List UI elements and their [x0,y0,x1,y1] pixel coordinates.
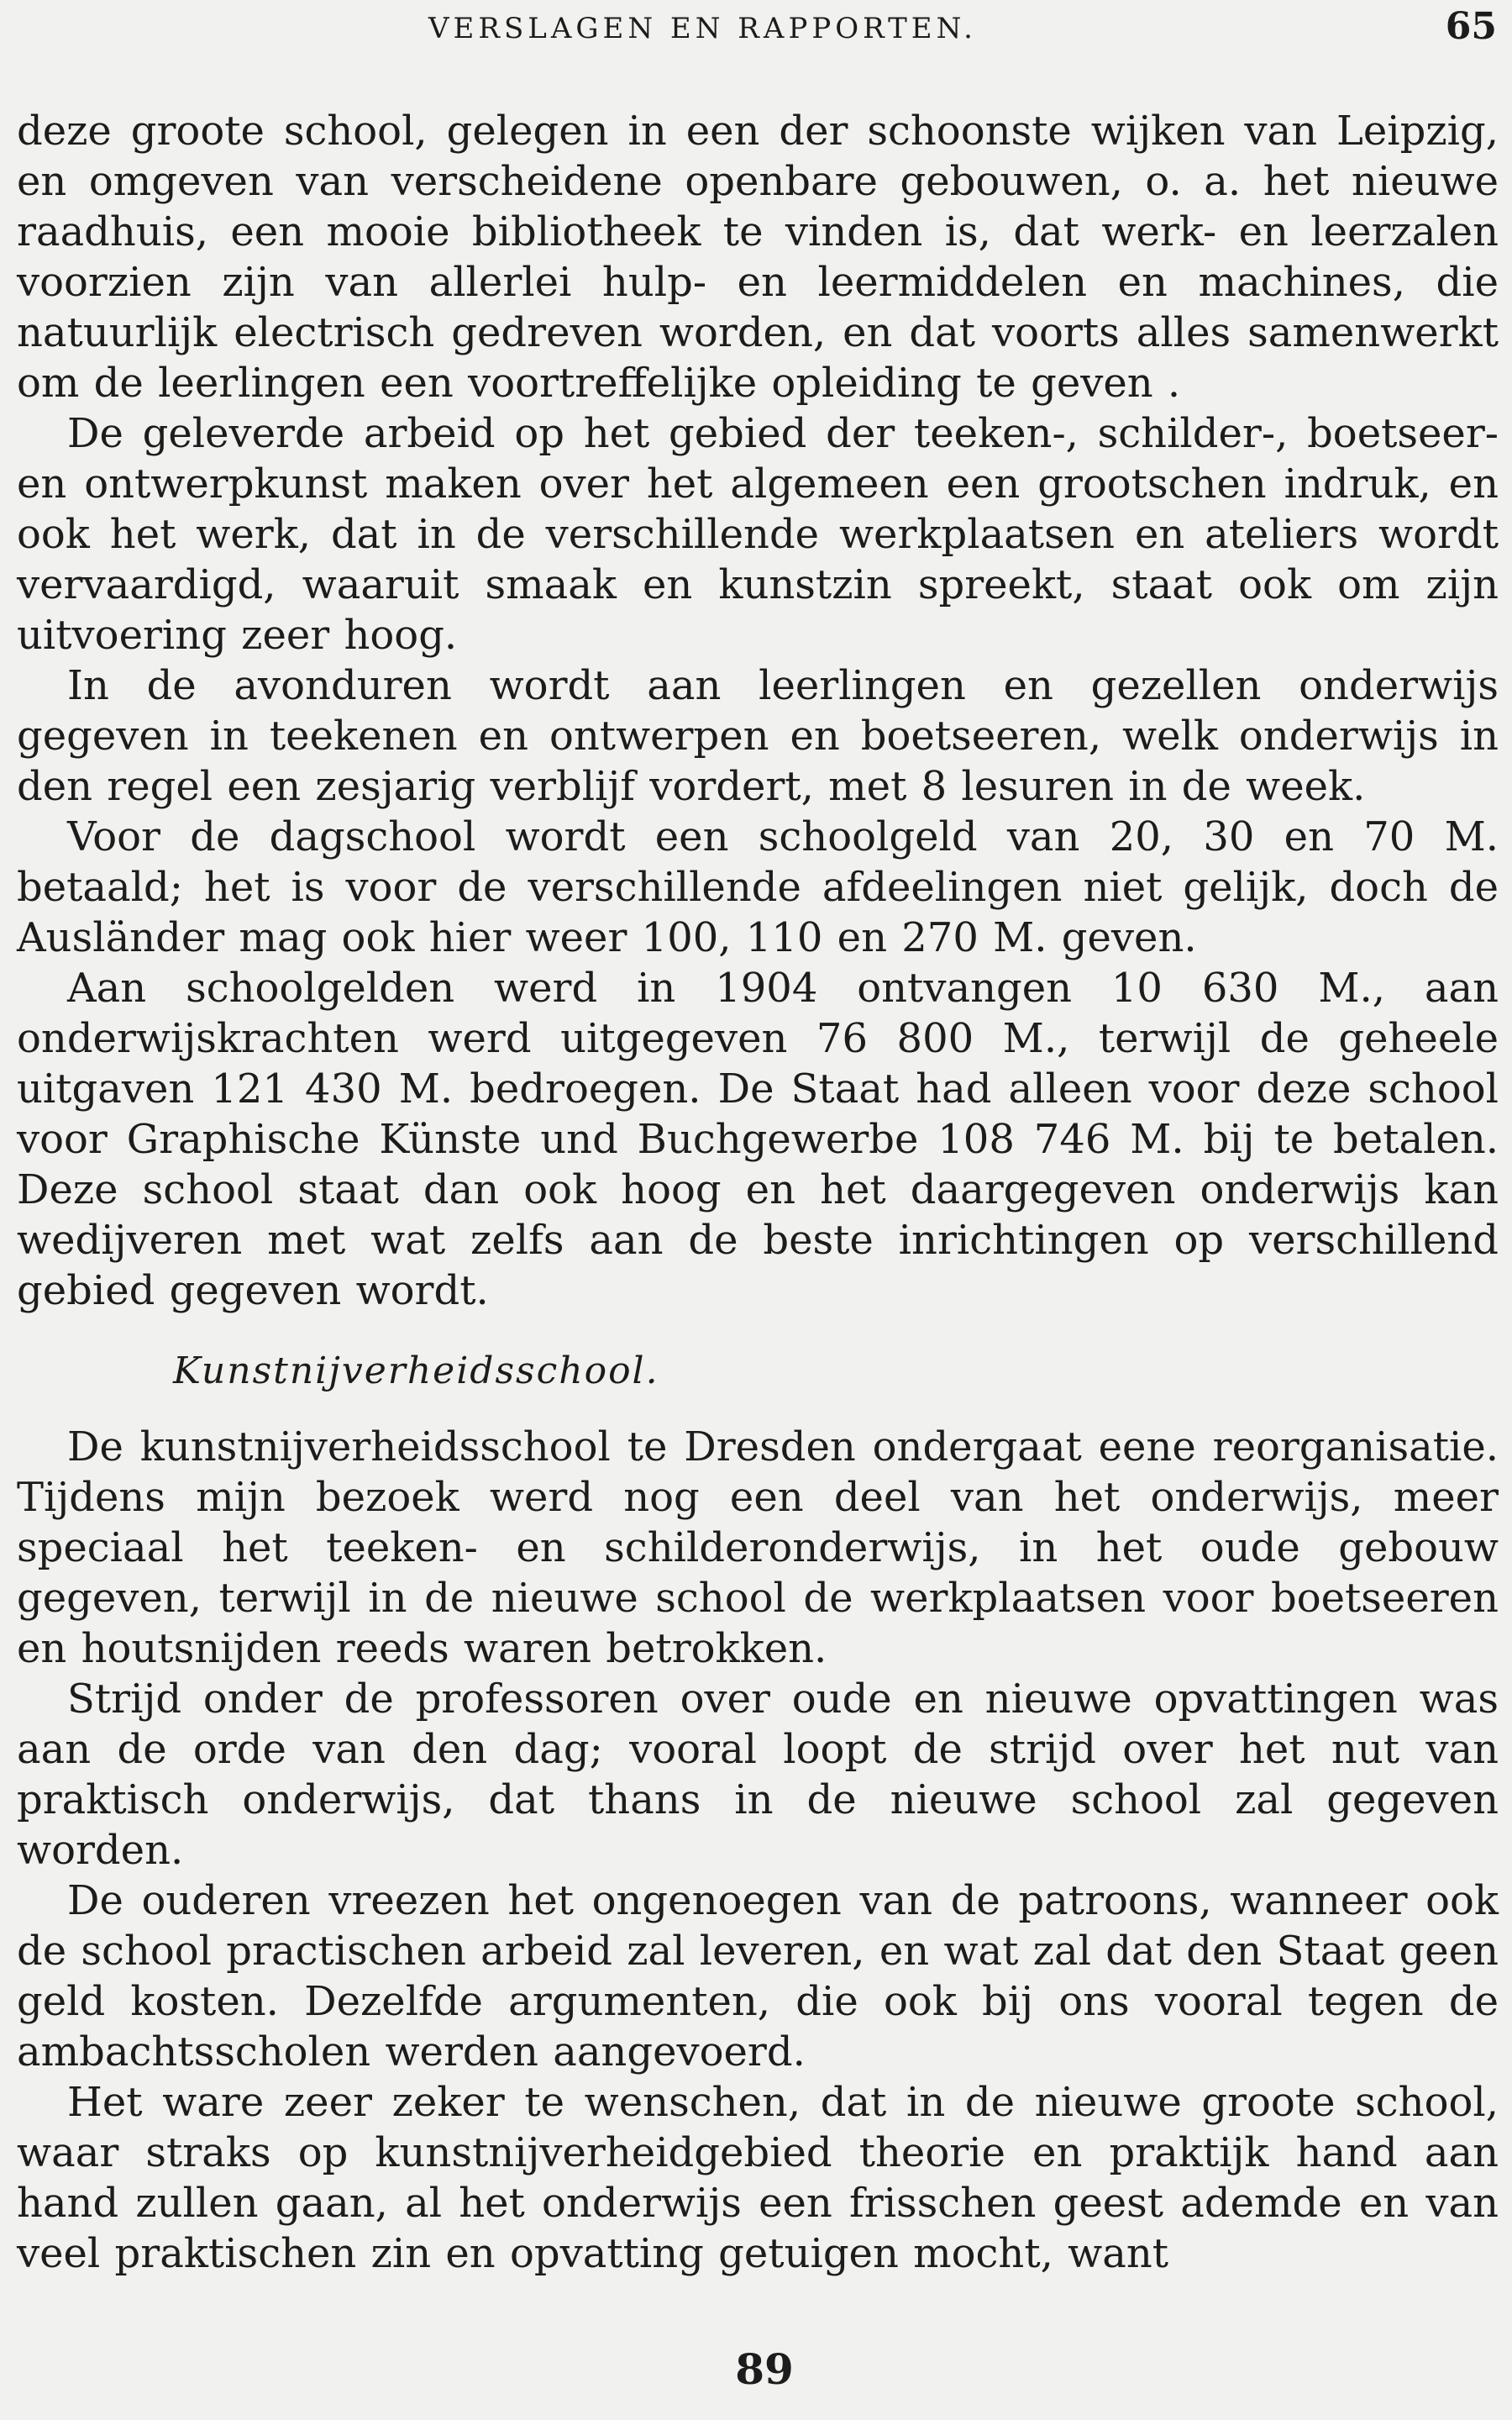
section-heading: Kunstnijverheidsschool. [173,1349,659,1392]
body-text [17,106,1499,2279]
paragraph: Aan schoolgelden werd in 1904 ontvangen 10 630 M., aan onderwijskrachten werd uitgegeven 76 800 M., terwijl de geheele uitgaven 121 430 M. bedroegen. De Staat had alleen voor deze school voor Graphische Künste und Buchgewerbe 108 746 M. bij te betalen. Deze school staat dan ook hoog en het daargegeven onderwijs kan wedijveren met wat zelfs aan de beste inrichtingen op verschillend gebied gegeven wordt. [17,965,1499,1314]
folio-text: 89 [735,2344,794,2394]
paragraph: De geleverde arbeid op het gebied der teeken-, schilder-, boetseer- en ontwerpkunst maken over het algemeen een grootschen indruk, en ook het werk, dat in de verschillende werkplaatsen en ateliers wordt vervaardigd, waaruit smaak en kunstzin spreekt, staat ook om zijn uitvoering zeer hoog. [17,410,1499,659]
paragraph: Strijd onder de professoren over oude en nieuwe opvattingen was aan de orde van den dag; vooral loopt de strijd over het nut van praktisch onderwijs, dat thans in de nieuwe school zal gegeven worden. [17,1676,1499,1874]
page-number: 65 [1445,5,1497,48]
paragraph: Voor de dagschool wordt een schoolgeld van 20, 30 en 70 M. betaald; het is voor de verschillende afdeelingen niet gelijk, doch de Ausländer mag ook hier weer 100, 110 en 270 M. geven. [17,813,1499,961]
running-header [0,5,1512,55]
paragraph: deze groote school, gelegen in een der schoonste wijken van Leipzig, en omgeven van verscheidene openbare gebouwen, o. a. het nieuwe raadhuis, een mooie bibliotheek te vinden is, dat werk- en leerzalen voorzien zijn van allerlei hulp- en leermiddelen en machines, die natuurlijk electrisch gedreven worden, en dat voorts alles samenwerkt om de leerlingen een voortreffelijke opleiding te geven . [17,108,1499,407]
paragraph: In de avonduren wordt aan leerlingen en gezellen onderwijs gegeven in teekenen en ontwerpen en boetseeren, welk onderwijs in den regel een zesjarig verblijf vordert, met 8 lesuren in de week. [17,662,1499,810]
paragraph: De ouderen vreezen het ongenoegen van de patroons, wanneer ook de school practischen arbeid zal leveren, en wat zal dat den Staat geen geld kosten. Dezelfde argumenten, die ook bij ons vooral tegen de ambachtsscholen werden aangevoerd. [17,1877,1499,2075]
paragraph: Het ware zeer zeker te wenschen, dat in de nieuwe groote school, waar straks op kunstnijverheidgebied theorie en praktijk hand aan hand zullen gaan, al het onderwijs een frisschen geest ademde en van veel praktischen zin en opvatting getuigen mocht, want [17,2079,1499,2277]
running-title: VERSLAGEN EN RAPPORTEN. [428,12,977,45]
folio-number [0,2344,1512,2394]
paragraph: De kunstnijverheidsschool te Dresden ondergaat eene reorganisatie. Tijdens mijn bezoek werd nog een deel van het onderwijs, meer speciaal het teeken- en schilderonderwijs, in het oude gebouw gegeven, terwijl in de nieuwe school de werkplaatsen voor boetseeren en houtsnijden reeds waren betrokken. [17,1423,1499,1672]
